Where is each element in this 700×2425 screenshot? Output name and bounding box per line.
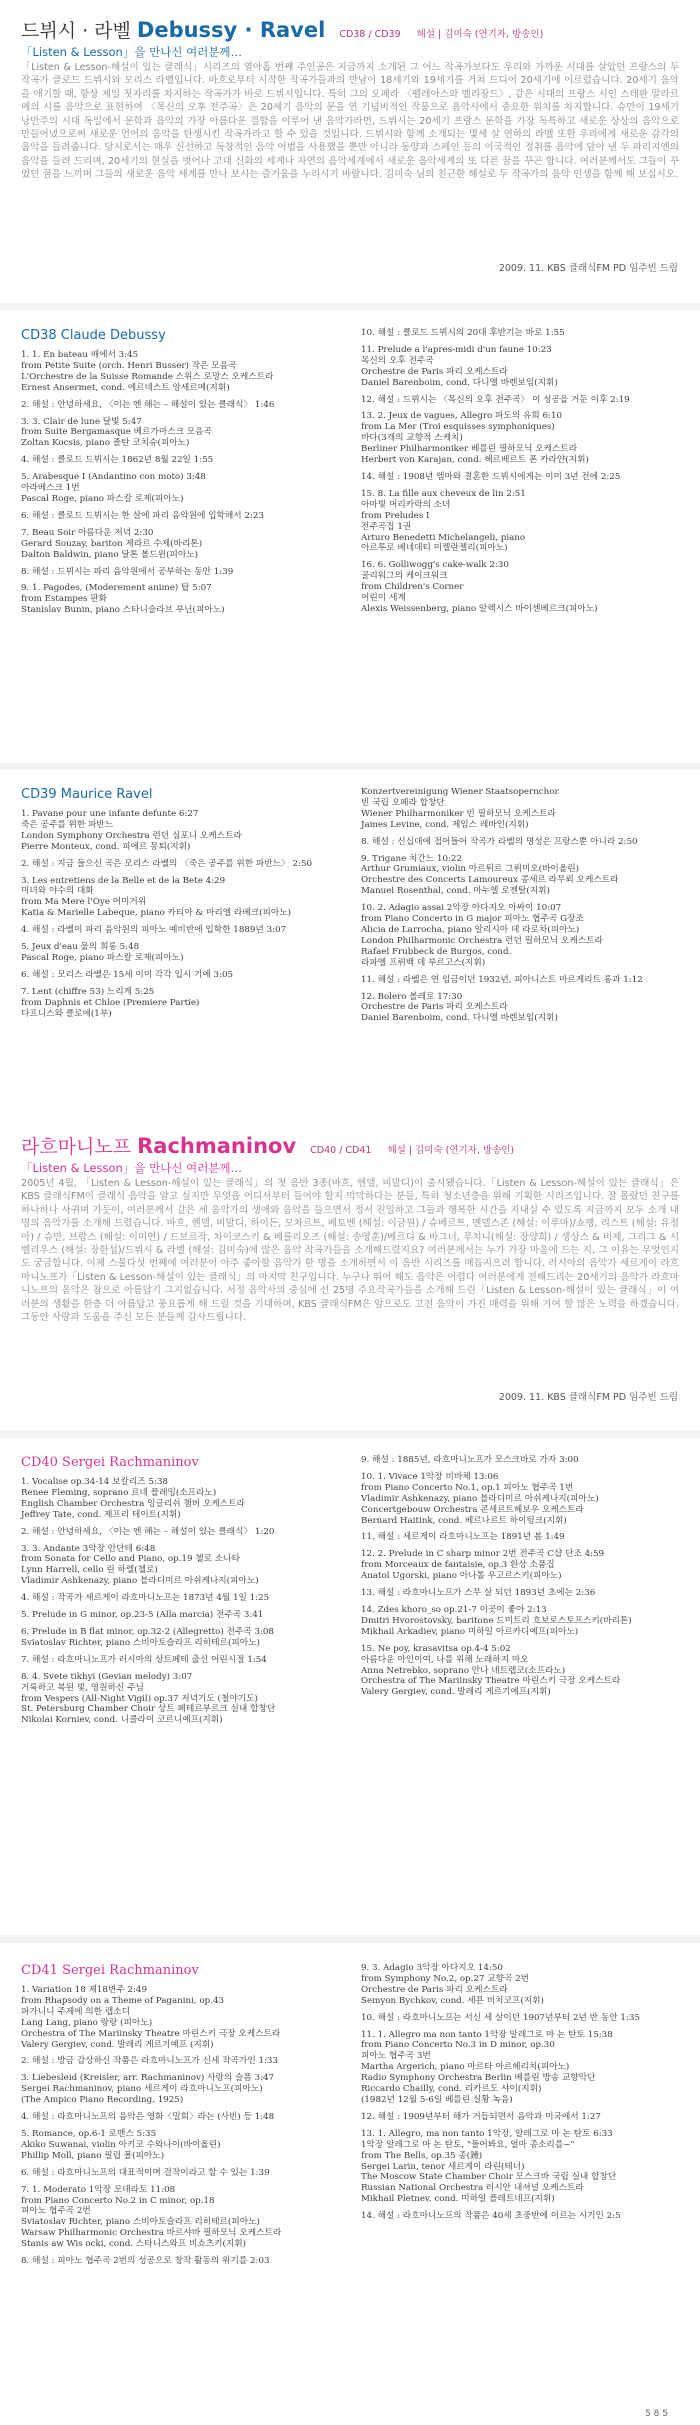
track-item: 2. 해설 : 안녕하세요, 〈이는 엔 해는 – 해설이 있는 클래식〉 1:20: [21, 1526, 275, 1537]
debussy-title-english: Debussy · Ravel: [136, 18, 326, 42]
cd38-band: [0, 303, 700, 310]
track-item: 10. 2. Adagio assai 2악장 아다지오 아싸이 10:07 from Piano Concerto in G major 피아노 협주곡 G장조 Alicia de Larrocha, piano 알리시아 데 라로차(피아노) London Philharmonic Orchestra 런던 필하모닉 오케스트라 Rafael Frubbeck de Burgos, cond. 라파엘 프뤼백 데 부르고스(지휘): [361, 903, 603, 968]
rachmaninov-subtitle: 「Listen & Lesson」을 만나신 여러분께…: [21, 1161, 243, 1175]
debussy-intro-text: 「Listen & Lesson-해설이 있는 클래식」시리즈의 열아홉 번째 주인공은 지금까지 소개된 그 어느 작곡가보다도 우리와 가까운 시대를 살았던 프랑스의 두 작곡가 클로드 드뷔시와 모리스 라벨입니다. 바흐로부터 시작한 작곡가들과의 만남이 18세기와 19세기를 거쳐 드디어 20세기에 이르렀습니다. 20세기 음악을 애기할 때, 항상 제일 첫자리를 차지하는 작곡가가 바로 드뷔시입니다. 특히 그의 오페라 〈펠레아스와 멜리장드〉, 같은 시대의 프랑스 시인 스테판 말라르메의 시를 음악으로 표현하여 〈목신의 오후 전주곡〉은 20세기 음악의 문을 연 기념비적인 작품으로 음악사에서 중요한 위치를 차지합니다. 슈만이 19세기 낭만주의 시대 독일에서 문학과 음악의 가장 아름다운 결합을 이루어 낸 음악가라면, 드뷔시는 20세기 프랑스 문학을 가장 독특하고 새로운 상상의 음악으로 만들어냈으로써 새로운 언어의 음악을 탄생시킨 작곡가라고 할 수 있을 것입니다. 드뷔시와 함께 소개되는 몇세 살 연하의 라벨 또한 우리에게 새로운 감각의 음악을 들려줍니다. 당시로서는 매우 신선하고 독창적인 음악 어법을 사용했을 뿐만 아니라 동양과 스페인 등의 이국적인 정취를 음악에 담아 낸 두 파리지엔의 음악을 들려 드리며, 20세기의 현실을 벗어나 고대 신화의 세계나 자연의 음악세계에서 새로운 음악세계의 또 다른 꿈을 꾸곤 합니다. 여러분께서도 그들이 꾸었던 꿈을 느끼며 그들의 새로운 음악 세계를 만나 보시는 즐거움을 누리시기 바랍니다. 김미숙 님의 친근한 해설로 두 작곡가의 음악 인생을 함께 해 보십시오.: [21, 62, 679, 181]
page-number: 5 8 5: [645, 2409, 668, 2419]
track-item: 7. Beau Soir 아름다운 저녁 2:30 Gerard Souzay, bariton 제라르 수제(바리톤) Dalton Baldwin, piano 달톤 볼드윈(피아노): [21, 527, 203, 560]
track-item: 4. 해설 : 라벨이 파리 음악원의 피아노 예비반에 입학한 1889년 3:07: [21, 925, 287, 936]
track-item: 9. 1. Pagodes, (Moderement anime) 탑 5:07 from Estampes 판화 Stanislav Bunin, piano 스타니슬라브 부닌(피아노): [21, 583, 225, 616]
track-item: 11. 해설 : 라벨은 연 임금이던 1932년, 피아니스트 마르게리트 롱과 1:12: [361, 974, 643, 985]
track-item: 16. 6. Golliwogg's cake-walk 2:30 골리워그의 케이크워크 from Children's Corner 어린이 세계 Alexis Weissenberg, piano 알렉시스 바이센베르크(피아노): [361, 560, 598, 614]
track-item: 14. 해설 : 1908년 엠마와 결혼한 드뷔시에게는 이미 3년 전에 2:25: [361, 471, 621, 482]
track-item: 4. 해설 : 클로드 드뷔시는 1862년 8월 22일 1:55: [21, 455, 214, 466]
cd39-left-column: [21, 809, 333, 1026]
debussy-header: [21, 16, 543, 43]
track-item: 15. 8. La fille aux cheveux de lin 2:51 아마빛 머리카락의 소녀 from Preludes I 전주곡집 1권 Arturo Benedetti Michelangeli, piano 아르투로 베네데티 미켈란젤리(피아노): [361, 488, 526, 554]
track-item: 1. Vocalise op.34-14 보칼리즈 5:38 Renee Fleming, soprano 르네 플레밍(소프라노) English Chamber Orchestra 잉글리쉬 챔버 오케스트라 Jeffrey Tate, cond. 제프리 테이트(지휘): [21, 1477, 245, 1520]
cd38-right-column: [361, 328, 673, 621]
cd39-title: CD39 Maurice Ravel: [21, 787, 153, 802]
track-item: 6. 해설 : 모리스 라벨은 15세 이미 각각 입시 기예 3:05: [21, 969, 234, 980]
track-item: 4. 해설 : 라흐마니노프의 음악은 영화〈밀회〉라는 (사빈) 등 1:48: [21, 2112, 275, 2123]
track-item: 7. 해설 : 라흐마니노프가 러시아의 상트페테 출신 어린시절 1:54: [21, 1654, 267, 1665]
cd39-band: [0, 763, 700, 770]
debussy-signature: 2009. 11. KBS 클래식FM PD 임주빈 드림: [498, 263, 678, 274]
track-item: 6. Prelude in B flat minor, op.32-2 (Allegretto) 전주곡 3:08 Sviatoslav Richter, piano 스비아토슬라프 리히테르(피아노): [21, 1626, 274, 1648]
cd38-title: CD38 Claude Debussy: [21, 328, 166, 343]
track-item: 15. Ne poy, krasavitsa op.4-4 5:02 아름다운 아인이여, 나를 위해 노래하지 마오 Anna Netrebko, soprano 안나 네트렙코(소프라노) Orchestra of The Mariinsky Theatre 마린스키 극장 오케스트라 Valery Gergiev, cond. 발레리 게르기예프(지휘): [361, 1643, 621, 1698]
track-item: 5. Jeux d'eau 물의 희롱 5:48 Pascal Roge, piano 파스칼 로제(피아노): [21, 942, 184, 963]
track-item: 4. 해설 : 작곡가 세르게이 라흐마니노프는 1873년 4월 1일 1:25: [21, 1593, 270, 1604]
track-item: 5. Arabesque I (Andantino con moto) 3:48 아라베스크 1번 Pascal Roge, piano 파스칼 로제(피아노): [21, 472, 206, 504]
rachmaninov-title-korean: 라흐마니노프: [21, 1136, 132, 1158]
cd41-left-column: [21, 1985, 333, 2273]
cd41-right-column: [361, 1963, 673, 2228]
track-item: 1. 1. En bateau 배에서 3:45 from Petite Suite (orch. Henri Busser) 작은 모음곡 L'Orchestre de la Suisse Romande 스위스 로망스 오케스트라 Ernest Ansermet, cond. 에르네스트 앙세르메(지휘): [21, 350, 274, 393]
track-item: 9. Trigane 치간느 10:22 Arthur Grumiaux, violin 아르튀르 그뤼미오(바이올린) Orchestre des Concerts Lamoureux 콩세르 라무뢰 오케스트라 Manuel Rosenthal, cond. 마누엘 로젠탈(지휘): [361, 853, 619, 897]
track-item: 14. Zdes khoro_so op.21-7 이곳이 좋아 2:13 Dmitri Hvorostovsky, baritone 드미트리 흐보로스토프스키(바리톤) Mikhail Arkadiev, piano 미하일 아르카디예프(피아노): [361, 1604, 632, 1637]
track-item: 8. 4. Svete tikhyi (Gevian melody) 3:07 거룩하고 복된 빛, 영원하신 주님 from Vespers (All-Night Vigil) op.37 저녁기도 (철야기도) St. Petersburg Chamber Choir 상트 페테르부르크 실내 합창단 Nikolai Korniev, cond. 니콜라이 코르니예프(지휘): [21, 1671, 276, 1726]
debussy-byline: 해설 | 김미숙 (연기자, 방송인): [416, 29, 544, 40]
debussy-cd-numbers: CD38 / CD39: [339, 29, 401, 40]
track-item: 1. Pavane pour une infante defunte 6:27 죽은 공주를 위한 파반느 London Symphony Orchestra 런던 심포니 오케스트라 Pierre Monteux, cond. 피에르 몽퇴(지휘): [21, 809, 242, 852]
cd40-band: [0, 1430, 700, 1438]
track-item: 12. 해설 : 1909년부터 해가 거듭되면서 음악과 미국에서 1:27: [361, 2111, 601, 2122]
track-item: 13. 1. Allegro, ma non tanto 1악장, 알레그로 마 논 탄토 6:33 1악장 알레그로 마 논 탄토, "들어봐요, 얼마 종소리를~" from The Bells, op.35 종(鐘) Sergei Larin, tenor 세르게이 라린(테너) The Moscow State Chamber Choir 모스크바 국립 실내 합창단 Russian National Orchestra 러시안 내셔널 오케스트라 Mikhail Pletnev, cond. 미하일 플레트네프(지휘): [361, 2128, 617, 2205]
track-item: 3. Les entretiens de la Belle et de la Bete 4:29 미녀와 야수의 대화 from Ma Mere l'Oye 어미거위 Katia & Marielle Labeque, piano 카티아 & 마리엘 라베크(피아노): [21, 875, 292, 919]
debussy-title-korean: 드뷔시 · 라벨: [21, 20, 131, 42]
track-item: 10. 해설 : 라흐마니노프는 서신 세 살이던 1907년부터 2년 반 동안 1:35: [361, 2012, 640, 2023]
track-item: 2. 해설 : 지금 들으신 곡은 모리스 라벨의 〈죽은 공주를 위한 파반느〉 2:50: [21, 858, 313, 869]
track-item: 3. 3. Andante 3악장 안단테 6:48 from Sonata for Cello and Piano, op.19 첼로 소나타 Lynn Harrell, cello 린 하렐(첼로) Vladimir Ashkenazy, piano 블라디미르 아쉬케나지(피아노): [21, 1543, 259, 1587]
track-item: 5. Prelude in G minor, op.23-5 (Alla marcia) 전주곡 3:41: [21, 1610, 264, 1621]
rachmaninov-header: [21, 1132, 514, 1159]
track-item: 12. Bolero 볼레로 17:30 Orchestre de Paris 파리 오케스트라 Daniel Barenboim, cond. 다니엘 바렌보임(지휘): [361, 991, 558, 1024]
track-item: 7. 1. Moderato 1악장 모데라토 11:08 from Piano Concerto No.2 in C minor, op.18 피아노 협주곡 2번 Sviatoslav Richter, piano 스비아토슬라프 리히테르(피아노) Warsaw Philharmonic Orchestra 바르샤바 필하모닉 오케스트라 Stanis aw Wis ocki, cond. 스타니스와프 비쇼츠키(지휘): [21, 2184, 282, 2250]
cd40-right-column: [361, 1455, 673, 1704]
track-item: 12. 해설 : 드뷔시는 〈목신의 오후 전주곡〉 이 성공을 거둔 이후 2:19: [361, 394, 630, 405]
rachmaninov-signature: 2009. 11. KBS 클래식FM PD 임주빈 드림: [498, 1392, 678, 1403]
cd38-left-column: [21, 350, 333, 622]
track-item: 3. 3. Clair de lune 달빛 5:47 from Suite Bergamasque 베르가마스크 모음곡 Zoltan Kocsis, piano 졸탄 코치슈(피아노): [21, 416, 212, 449]
track-item: 2. 해설 : 방금 감상하신 작품은 라흐마니노프가 신세 작곡가인 1:33: [21, 2056, 278, 2067]
track-item: 8. 해설 : 드뷔시는 파리 음악원에서 공부하는 동안 1:39: [21, 566, 234, 577]
track-item: 11. 해설 : 세르게이 라흐마니노프는 1891년 봄 1:49: [361, 1532, 565, 1543]
track-item: 2. 해설 : 안녕하세요, 〈이는 엔 해는 – 해설이 있는 클래식〉 1:46: [21, 399, 275, 410]
cd40-left-column: [21, 1477, 333, 1732]
track-item: 5. Romance, op.6-1 로맨스 5:35 Akiko Suwanai, violin 아키코 수와나이(바이올린) Phillip Moll, piano 필립 몰(피아노): [21, 2128, 221, 2161]
track-item: 12. 2. Prelude in C sharp minor 2번 전주곡 C샵 단조 4:59 from Morceaux de fantaisie, op.3 환상 소품집 Anatol Ugorski, piano 아나톨 우고르스키(피아노): [361, 1549, 605, 1582]
track-item: Konzertvereinigung Wiener Staatsopernchor 빈 국립 오페라 합창단 Wiener Philharmoniker 빈 필하모닉 오케스트라 James Levine, cond. 제임스 레바인(지휘): [361, 787, 559, 830]
track-item: 13. 해설 : 라흐마니노프가 스무 살 되던 1893년 초에는 2:36: [361, 1588, 596, 1599]
rachmaninov-intro-text: 2005년 4월, 「Listen & Lesson-해설이 있는 클래식」의 첫 음반 3종(바흐, 헨델, 비발디)이 출시됐습니다.「Listen & Lesson-해설이 있는 클래식」은 KBS 클래식FM이 클래식 음악을 알고 싶지만 무엇을 어디서부터 들어야 할지 막막하다는 분들, 특히 청소년층을 위해 기획한 시리즈입니다. 잘 몰랐던 친구를 하나하나 사귀며 가듯이, 여러분께서 같은 세 음악가의 생애와 음악을 들으면서 정서 친밀하고 그들과 행복한 시간을 지내실 수 있도록 지금까지 모두 소개 내 명의 음악가를 소개해 드렸습니다. 바흐, 헨델, 비발디, 하이든, 모차르트, 베토벤 (해설: 이금원) / 슈베르트, 멘델스존 (해설: 이루마)/쇼팽, 리스트 (해설: 유정아) / 슈만, 브람스 (해설: 이미연) / 드보르작, 차이코스키 & 베를리오즈 (해설: 송영훈)/베르디 & 바그너, 푸치니(해설: 장양희) / 생상스 & 비제, 그리그 & 시벨리우스 (해설: 장한섭)/드뷔시 & 라벨 (해설: 김미숙)에 많은 음악 작곡가들을 소개해드렸지요? 여러분께서는 누가 가장 마음에 드는 지, 그 이유는 무엇인지도 궁금합니다. 이제 스물다섯 번째에 여러분이 아주 좋아할 음악가 한 명을 소개하면서 이 음반 시리즈를 매듭지으려 합니다. 러시아의 음악가 세르게이 라흐마니노프가「Listen & Lesson-해설이 있는 클래식」의 마지막 친구입니다. 누구나 뛰어 해도 음악은 어렵다 여러분에게 전해드리는 20세기의 음악가 라흐마니노프의 음악은 참으로 아름답기 그지없습니다. 서정 음악사의 중심에 선 25명 주요작곡가들을 소개해 드린「Listen & Lesson-해설이 있는 클래식」이 여러분의 생활을 한층 더 아름답고 풍요롭게 해 드릴 것을 기대하며, KBS 클래식FM은 앞으로도 고전 음악이 가진 매력을 위해 기여 할 많은 노력을 하겠습니다. 그동안 사랑과 도움을 주신 모든 분들께 감사드립니다.: [21, 1178, 679, 1324]
cd40-title: CD40 Sergei Rachmaninov: [21, 1455, 199, 1470]
track-item: 8. 해설 : 신십대에 접어들어 작곡가 라벨의 명성은 프랑스뿐 아니라 2:50: [361, 836, 638, 847]
rachmaninov-cd-numbers: CD40 / CD41: [310, 1145, 372, 1156]
track-item: 9. 해설 : 1885년, 라흐마니노프가 모스크바로 가자 3:00: [361, 1455, 579, 1465]
track-item: 11. Prelude a l'apres-midi d'un faune 10:23 목신의 오후 전주곡 Orchestre de Paris 파리 오케스트라 Daniel Barenboim, cond. 다니엘 바렌보임(지휘): [361, 344, 558, 388]
track-item: 6. 해설 : 라흐마니노프의 대표적이며 걸작이라고 할 수 있는 1:39: [21, 2167, 270, 2178]
track-item: 9. 3. Adagio 3악장 아다지오 14:50 from Symphony No.2, op.27 교향곡 2번 Orchestre de Paris 파리 오케스트라 Semyon Bychkov, cond. 세묜 비치코프(지휘): [361, 1963, 544, 2006]
rachmaninov-title-english: Rachmaninov: [137, 1134, 297, 1158]
debussy-subtitle: 「Listen & Lesson」을 만나신 여러분께…: [21, 45, 243, 59]
track-item: 13. 2. Jeux de vagues, Allegro 파도의 유희 6:10 from La Mer (Troi esquisses symphoniques) 바다(3개의 교향적 스케치) Berliner Philharmoniker 베를린 필하모닉 오케스트라 Herbert von Karajan, cond. 헤르베르트 폰 카라얀(지휘): [361, 411, 589, 466]
track-item: 1. Variation 18 제18변주 2:49 from Rhapsody on a Theme of Paganini, op.43 파가니니 주제에 의한 랩소디 Lang Lang, piano 랑랑 (피아노) Orchestra of The Mariinsky Theatre 마린스키 극장 오케스트라 Valery Gergiev, cond. 발레리 게르기예프 (지휘): [21, 1985, 281, 2050]
track-item: 6. 해설 : 클로드 드뷔시는 한 살에 파리 음악원에 입학해서 2:23: [21, 510, 264, 521]
cd39-right-column: [361, 787, 673, 1030]
track-item: 3. Liebesleid (Kreisler, arr. Rachmaninov) 사랑의 슬픔 3:47 Sergei Rachmaninov, piano 세르게이 라흐마니노프(피아노) (The Ampico Piano Recording, 1925): [21, 2073, 275, 2106]
rachmaninov-byline: 해설 | 김미숙 (연기자, 방송인): [387, 1145, 515, 1156]
track-item: 11. 1. Allegro ma non tanto 1악장 알레그로 마 논 탄토 15:38 from Piano Concerto No.3 in D minor, op.30 피아노 협주곡 3번 Martha Argerich, piano 마르타 아르헤리치(피아노) Radio Symphony Orchestra Berlin 베를린 방송 교향악단 Riccardo Chailly, cond. 리카르도 샤이(지휘) (1982년 12월 5-6일 베를린 실황 녹음): [361, 2029, 613, 2105]
cd41-title: CD41 Sergei Rachmaninov: [21, 1963, 199, 1978]
track-item: 14. 해설 : 라흐마니노프의 작품은 40세 초중반에 이르는 시기인 2:5: [361, 2211, 621, 2222]
track-item: 10. 해설 : 클로드 드뷔시의 20대 후반기는 바로 1:55: [361, 328, 565, 338]
cd41-band: [0, 1935, 700, 1943]
track-item: 8. 해설 : 피아노 협주곡 2번의 성공으로 창작 활동의 위기를 2:03: [21, 2256, 270, 2267]
track-item: 7. Lent (chiffre 53) 느리게 5:25 from Daphnis et Chloe (Premiere Partie) 다프니스와 클로에(1부): [21, 986, 200, 1019]
track-item: 10. 1. Vivace 1악장 비바체 13:06 from Piano Concerto No.1, op.1 피아노 협주곡 1번 Vladimir Ashkenazy, piano 블라디미르 아쉬케나지(피아노) Concertgebouw Orchestra 콘세르트헤보우 오케스트라 Bernard Haitink, cond. 베르나르트 하이팅크(지휘): [361, 1471, 599, 1526]
